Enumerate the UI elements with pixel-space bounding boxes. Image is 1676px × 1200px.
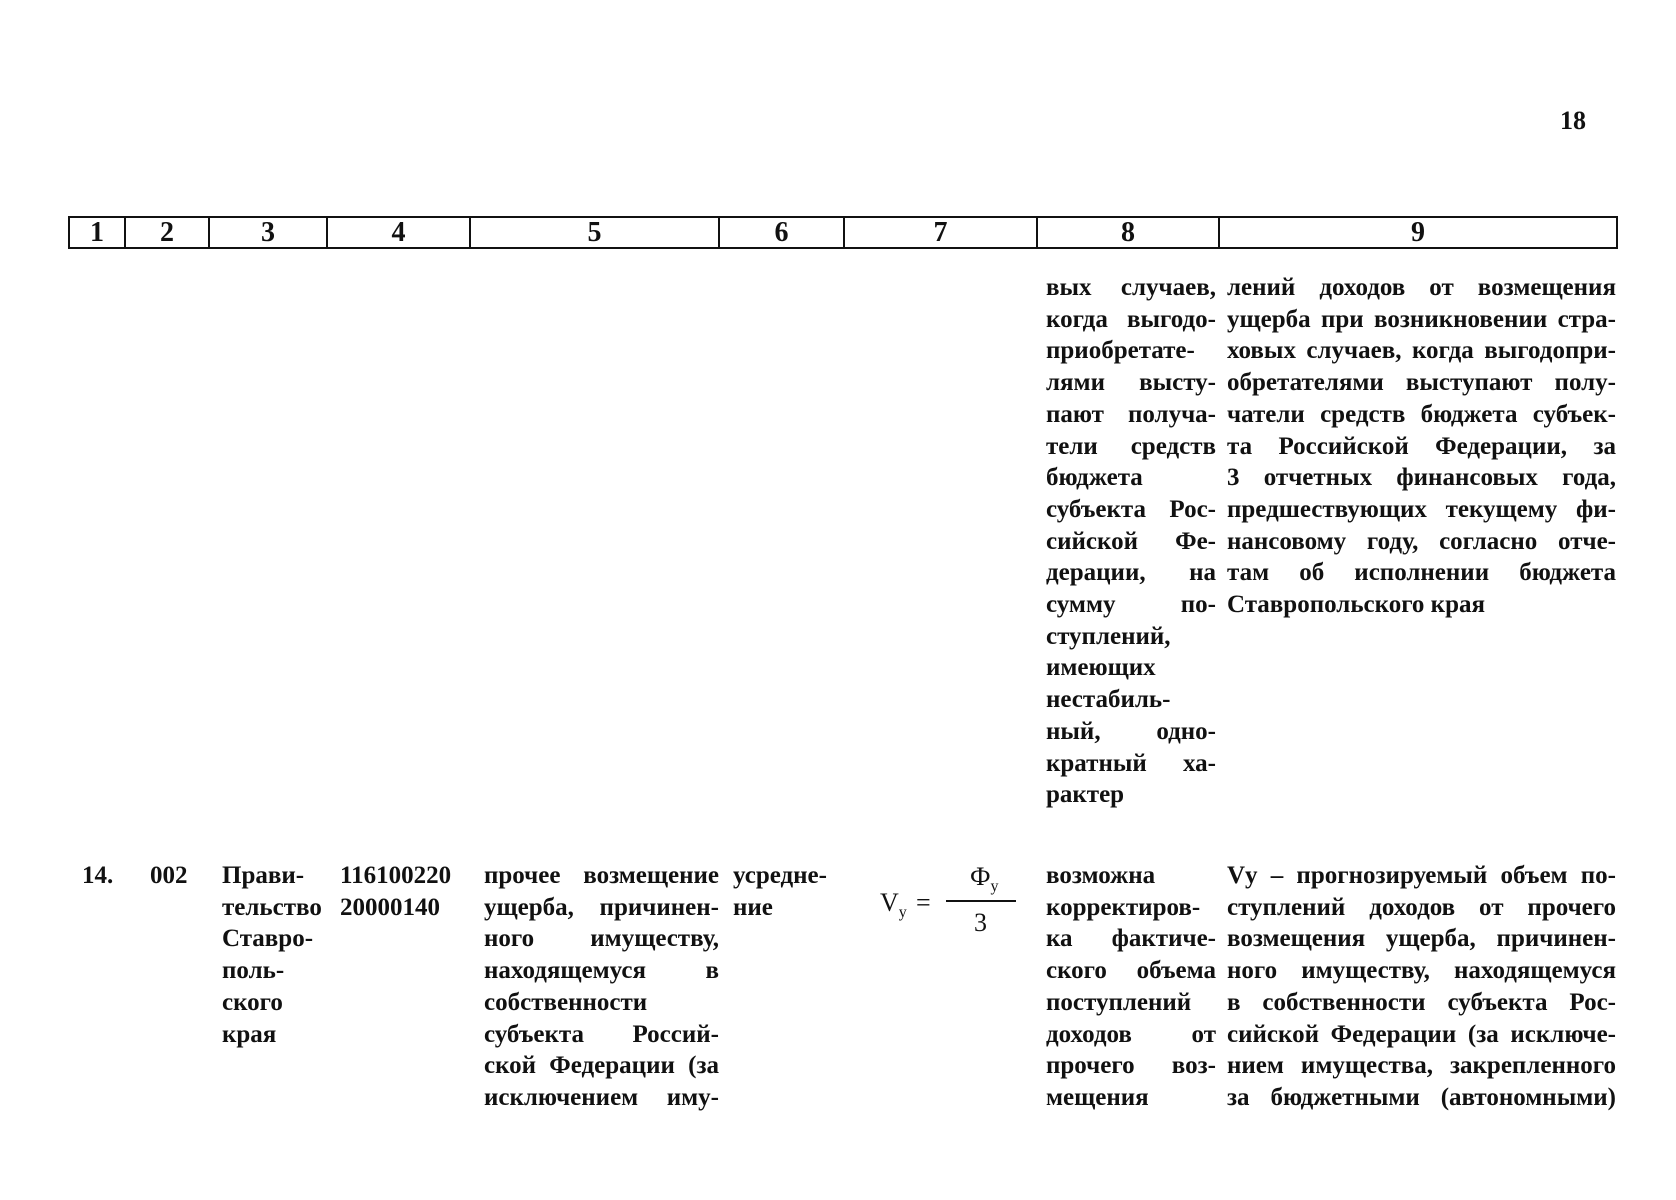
row14-formula <box>880 862 1030 942</box>
text-line: поль- <box>222 957 285 985</box>
text-line: сийской Федерации (за исключе- <box>1227 1020 1616 1048</box>
text-line: Прави- <box>222 862 305 889</box>
text-line: вых случаев, <box>1046 274 1216 301</box>
text-line: тели средств <box>1046 432 1216 460</box>
text-line: субъекта Рос- <box>1046 495 1216 523</box>
text-line: ного имуществу, находящемуся <box>1227 957 1616 985</box>
row14-col9 <box>1227 860 1616 1114</box>
text-line: исключением иму- <box>484 1083 719 1111</box>
text-line: сийской Фе- <box>1046 527 1216 555</box>
text-line: там об исполнении бюджета <box>1227 559 1616 587</box>
text-line: ховых случаев, когда выгодопри- <box>1227 337 1616 365</box>
text-line: Vу – прогнозируемый объем по- <box>1227 862 1616 889</box>
text-line: 116100220 <box>340 862 452 889</box>
text-line: субъекта Россий- <box>484 1020 719 1048</box>
text-line: в собственности субъекта Рос- <box>1227 988 1616 1016</box>
text-line: нием имущества, закрепленного <box>1227 1052 1616 1080</box>
text-line: доходов от <box>1046 1020 1216 1048</box>
row14-method <box>733 860 851 923</box>
text-line: мещения <box>1046 1083 1149 1111</box>
row14-name <box>484 860 719 1114</box>
formula-numerator: $Ф_у$ <box>970 862 999 896</box>
text-line: за бюджетными (автономными) <box>1227 1083 1616 1111</box>
formula-denominator: 3 <box>974 908 987 937</box>
text-line: прочее возмещение <box>484 862 719 889</box>
text-line: Ставропольского края <box>1227 591 1486 619</box>
text-line: лений доходов от возмещения <box>1227 274 1616 301</box>
header-col-2: 2 <box>126 218 210 247</box>
text-line: ка фактиче- <box>1046 925 1216 953</box>
text-line: ный, одно- <box>1046 717 1216 745</box>
text-line: рактер <box>1046 781 1125 809</box>
text-line: Ставро- <box>222 925 314 953</box>
text-line: имеющих <box>1046 654 1156 682</box>
text-line: 20000140 <box>340 893 440 921</box>
row14-kbk <box>340 860 470 923</box>
text-line: усредне- <box>733 862 827 889</box>
text-line: ского объема <box>1046 957 1216 985</box>
row14-number: 14. <box>82 862 114 889</box>
text-line: кратный ха- <box>1046 749 1216 777</box>
text-line: тельство <box>222 893 322 921</box>
row14-col8 <box>1046 860 1216 1114</box>
header-col-1: 1 <box>70 218 126 247</box>
text-line: ступлений, <box>1046 622 1171 650</box>
text-line: края <box>222 1020 277 1048</box>
text-line: лями высту- <box>1046 369 1216 397</box>
text-line: бюджета <box>1046 464 1143 492</box>
text-line: прочего воз- <box>1046 1052 1216 1080</box>
page-number: 18 <box>1560 106 1586 135</box>
column-header-row <box>68 216 1618 249</box>
text-line: ской Федерации (за <box>484 1052 719 1080</box>
text-line: возможна <box>1046 862 1156 889</box>
text-line: ского <box>222 988 283 1016</box>
header-col-7: 7 <box>845 218 1038 247</box>
text-line: предшествующих текущему фи- <box>1227 495 1616 523</box>
formula-equals: = <box>916 888 931 917</box>
header-col-4: 4 <box>328 218 471 247</box>
text-line: поступлений <box>1046 988 1192 1016</box>
text-line: ступлений доходов от прочего <box>1227 893 1616 921</box>
text-line: когда выгодо- <box>1046 305 1216 333</box>
text-line: нансовому году, согласно отче- <box>1227 527 1616 555</box>
text-line: ного имуществу, <box>484 925 719 953</box>
row14-org <box>222 860 330 1050</box>
text-line: корректиров- <box>1046 893 1201 921</box>
continuation-col8 <box>1046 272 1216 811</box>
header-col-5: 5 <box>471 218 720 247</box>
text-line: сумму по- <box>1046 591 1216 619</box>
text-line: ущерба при возникновении стра- <box>1227 305 1616 333</box>
header-col-3: 3 <box>210 218 328 247</box>
header-col-9: 9 <box>1411 217 1425 248</box>
fraction-bar <box>946 900 1016 902</box>
text-line: собственности <box>484 988 648 1016</box>
row14-code: 002 <box>150 862 188 889</box>
text-line: возмещения ущерба, причинен- <box>1227 925 1616 953</box>
continuation-col9 <box>1227 272 1616 621</box>
text-line: та Российской Федерации, за <box>1227 432 1616 460</box>
text-line: чатели средств бюджета субъек- <box>1227 400 1616 428</box>
formula-lhs: $V_у$ <box>880 888 907 922</box>
header-col-8: 8 <box>1038 218 1220 247</box>
text-line: обретателями выступают полу- <box>1227 369 1616 397</box>
text-line: нестабиль- <box>1046 686 1171 714</box>
text-line: 3 отчетных финансовых года, <box>1227 464 1616 492</box>
text-line: пают получа- <box>1046 400 1216 428</box>
header-col-6: 6 <box>720 218 845 247</box>
text-line: находящемуся в <box>484 957 719 985</box>
text-line: приобретате- <box>1046 337 1195 365</box>
text-line: ущерба, причинен- <box>484 893 719 921</box>
text-line: ние <box>733 893 773 921</box>
text-line: дерации, на <box>1046 559 1216 587</box>
